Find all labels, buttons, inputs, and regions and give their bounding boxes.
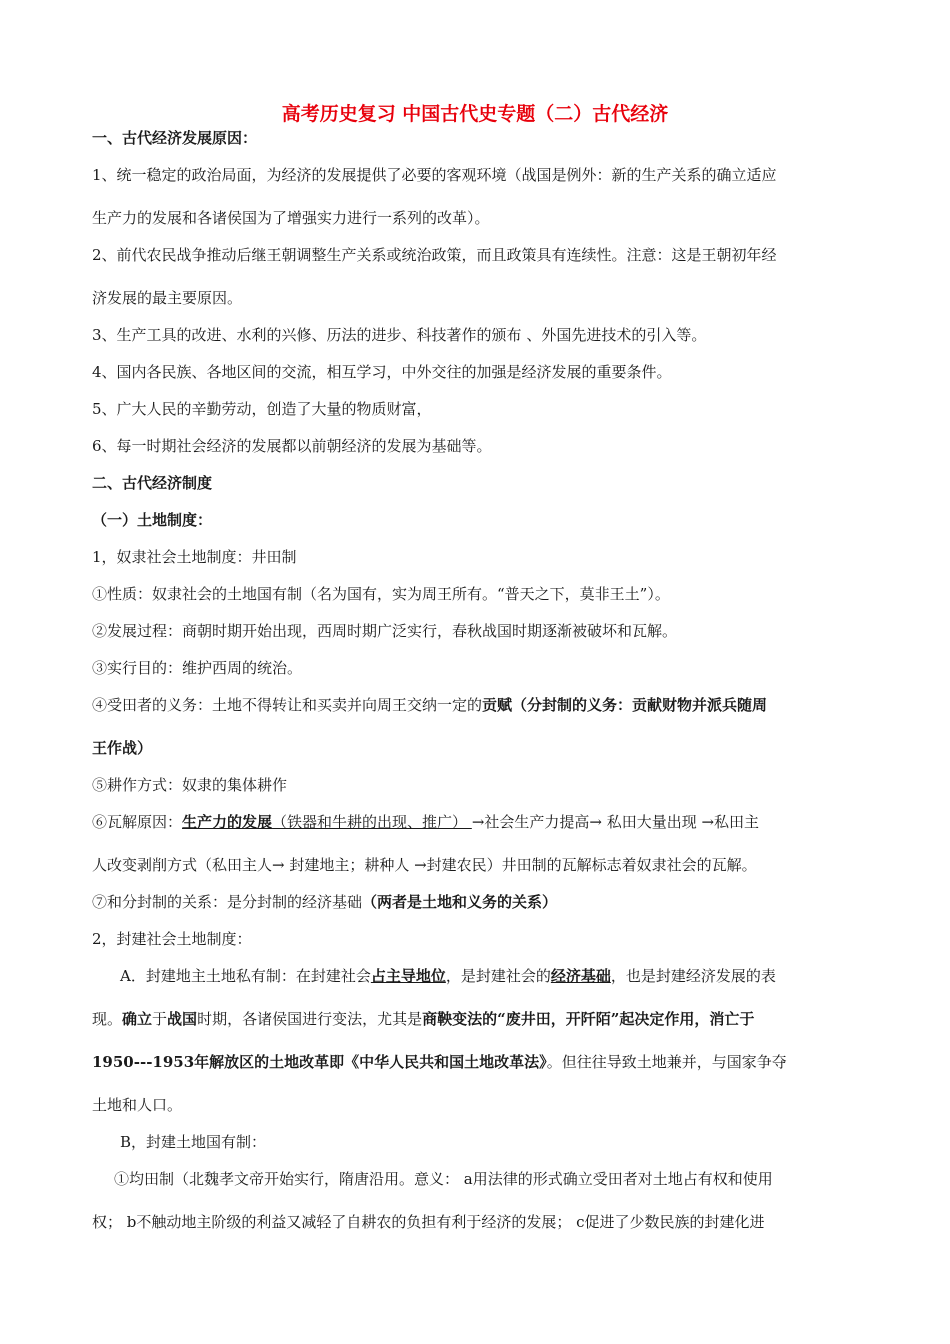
section-1-heading: 一、古代经济发展原因： <box>92 129 258 147</box>
subsection-land-heading: （一）土地制度： <box>92 511 213 529</box>
paragraph-2b: 济发展的最主要原因。 <box>92 289 243 307</box>
item-obligation-text: ④受田者的义务：土地不得转让和买卖并向周王交纳一定的 <box>92 696 483 714</box>
item-purpose: ③实行目的：维护西周的统治。 <box>92 659 303 677</box>
item-development: ②发展过程：商朝时期开始出现，西周时期广泛实行，春秋战国时期逐渐被破坏和瓦解。 <box>92 622 678 640</box>
private-land-a-mid: ，是封建社会的 <box>445 967 551 985</box>
item-collapse-cont: 人改变剥削方式（私田主人→ 封建地主；耕种人 →封建农民）井田制的瓦解标志着奴隶社会的瓦解。 <box>92 856 757 874</box>
item-relation <box>92 892 557 912</box>
private-land-d: 土地和人口。 <box>92 1096 183 1114</box>
private-land-a <box>120 966 776 986</box>
paragraph-6: 6、每一时期社会经济的发展都以前朝经济的发展为基础等。 <box>92 437 492 455</box>
item-farming: ⑤耕作方式：奴隶的集体耕作 <box>92 776 288 794</box>
private-land-b-text: 现。 <box>92 1010 123 1028</box>
paragraph-1a: 1、统一稳定的政治局面，为经济的发展提供了必要的客观环境（战国是例外：新的生产关系的确立适应 <box>92 166 777 184</box>
paragraph-3: 3、生产工具的改进、水利的兴修、历法的进步、科技著作的颁布 、外国先进技术的引入等。 <box>92 326 707 344</box>
private-land-a-text: A．封建地主土地私有制：在封建社会 <box>120 967 371 985</box>
slave-land-system: 1，奴隶社会土地制度：井田制 <box>92 548 297 566</box>
land-reform-law: 1950---1953年解放区的土地改革即《中华人民共和国土地改革法》 <box>92 1053 547 1071</box>
equal-field-system-cont: 权； b不触动地主阶级的利益又减轻了自耕农的负担有利于经济的发展； c促进了少数民族的封建化进 <box>92 1213 765 1231</box>
paragraph-2a: 2、前代农民战争推动后继王朝调整生产关系或统治政策，而且政策具有连续性。注意：这是王朝初年经 <box>92 246 777 264</box>
item-collapse <box>92 812 759 832</box>
item-relation-bold: （两者是土地和义务的关系） <box>362 893 558 911</box>
item-collapse-underlined: （铁器和牛耕的出现、推广） <box>272 813 472 831</box>
item-obligation-bold: 贡赋（分封制的义务：贡献财物并派兵随周 <box>482 696 768 714</box>
paragraph-4: 4、国内各民族、各地区间的交流，相互学习，中外交往的加强是经济发展的重要条件。 <box>92 363 672 381</box>
section-2-heading: 二、古代经济制度 <box>92 474 213 492</box>
equal-field-system: ①均田制（北魏孝文帝开始实行，隋唐沿用。意义： a用法律的形式确立受田者对土地占有权和使用 <box>114 1170 773 1188</box>
paragraph-5: 5、广大人民的辛勤劳动，创造了大量的物质财富， <box>92 400 432 418</box>
item-collapse-label: ⑥瓦解原因： <box>92 813 183 831</box>
feudal-land-system: 2，封建社会土地制度： <box>92 930 252 948</box>
private-land-b-m2: 时期，各诸侯国进行变法，尤其是 <box>197 1010 423 1028</box>
private-land-basis: 经济基础 <box>550 967 611 985</box>
item-obligation-cont: 王作战） <box>92 739 153 757</box>
private-land-established: 确立 <box>122 1010 153 1028</box>
item-obligation <box>92 695 767 715</box>
private-land-b <box>92 1009 754 1029</box>
item-relation-text: ⑦和分封制的关系：是分封制的经济基础 <box>92 893 363 911</box>
private-land-c <box>92 1052 787 1072</box>
private-land-a-post: ，也是封建经济发展的表 <box>610 967 776 985</box>
item-collapse-key: 生产力的发展 <box>182 813 273 831</box>
item-nature: ①性质：奴隶社会的土地国有制（名为国有，实为周王所有。“普天之下，莫非王土”）。 <box>92 585 670 603</box>
private-land-b-m1: 于 <box>152 1010 168 1028</box>
private-land-shang-yang: 商鞅变法的“废井田，开阡陌”起决定作用，消亡于 <box>422 1010 755 1028</box>
paragraph-1b: 生产力的发展和各诸侯国为了增强实力进行一系列的改革）。 <box>92 209 490 227</box>
private-land-warring-states: 战国 <box>167 1010 198 1028</box>
item-collapse-chain: →社会生产力提高→ 私田大量出现 →私田主 <box>471 813 760 831</box>
private-land-dominant: 占主导地位 <box>370 967 446 985</box>
state-land-heading: B，封建土地国有制： <box>120 1133 267 1151</box>
private-land-c-post: 。但往往导致土地兼并，与国家争夺 <box>546 1053 787 1071</box>
page-title: 高考历史复习 中国古代史专题（二）古代经济 <box>281 103 669 125</box>
